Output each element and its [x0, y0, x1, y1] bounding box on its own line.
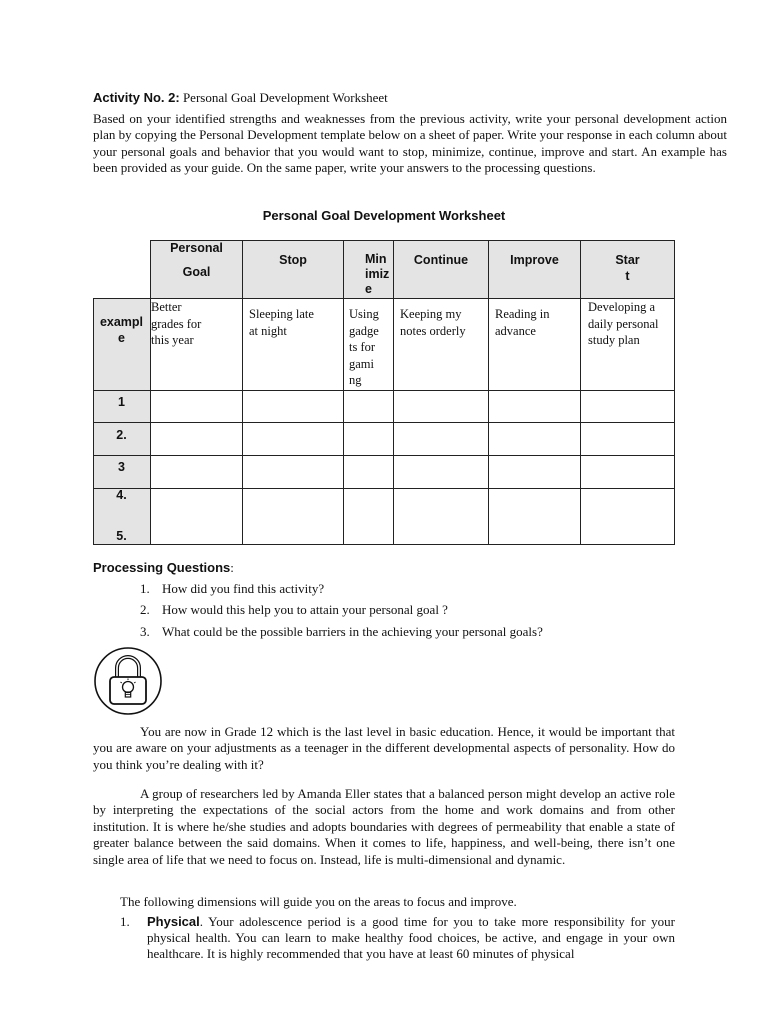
row-label-3: 3 — [118, 460, 125, 474]
example-goal: Better grades for this year — [151, 300, 202, 347]
example-continue: Keeping my notes orderly — [400, 307, 466, 338]
intro-paragraph: Based on your identified strengths and weaknesses from the previous activity, write your personal development action plan by copying the Personal Development template below on a sheet of paper. Write your response in each column about your personal goals and behavior that you would want to stop, minimize, continue, improve and start. An example has been provided as your guide. On the same paper, write your answers to the processing questions. — [93, 111, 727, 176]
row-label-example: exampl e — [99, 315, 144, 345]
question-3: 3. What could be the possible barriers in the achieving your personal goals? — [140, 624, 543, 639]
question-2: 2. How would this help you to attain your personal goal ? — [140, 602, 448, 617]
dimensions-intro: The following dimensions will guide you on the areas to focus and improve. — [120, 894, 517, 909]
row-label-4: 4. — [116, 488, 127, 502]
activity-title: Personal Goal Development Worksheet — [182, 90, 388, 105]
row-label-2: 2. — [116, 428, 127, 442]
example-start: Developing a daily personal study plan — [588, 300, 659, 347]
example-stop: Sleeping late at night — [249, 307, 314, 338]
processing-questions-title: Processing Questions: — [93, 560, 234, 575]
lock-bulb-icon — [93, 646, 163, 716]
row-label-5: 5. — [116, 529, 127, 543]
header-improve: Improve — [510, 253, 559, 267]
grade12-paragraph: You are now in Grade 12 which is the last level in basic education. Hence, it would be important that you are aware on your adjustments as a teenager in the different developmental aspects of personality. How do you think you’re dealing with it? — [93, 724, 675, 772]
example-minimize: Using gadge ts for gami ng — [349, 307, 379, 387]
header-start: Star t — [615, 253, 640, 283]
activity-label: Activity No. 2: — [93, 90, 180, 105]
row-label-1: 1 — [118, 395, 125, 409]
header-stop: Stop — [279, 253, 307, 267]
dimension-physical: 1. Physical. Your adolescence period is a good time for you to take more responsibility for your physical health. You can learn to make healthy food choices, be active, and engage in your own healthcare. It is highly recommended that you have at least 60 minutes of physical — [120, 914, 675, 961]
question-1: 1. How did you find this activity? — [140, 581, 325, 596]
activity-heading — [93, 90, 388, 106]
table-title: Personal Goal Development Worksheet — [262, 208, 506, 223]
example-improve: Reading in advance — [495, 307, 550, 338]
header-personal-goal: Personal Goal — [170, 241, 223, 279]
balanced-person-paragraph: A group of researchers led by Amanda Eller states that a balanced person might develop an active role by interpreting the expectations of the social actors from the home and work domains and from other institution. It is where he/she studies and adopts boundaries with degrees of permeability that enable a state of greater balance between the said domains. When it comes to life, happiness, and well-being, there isn’t one single area of life that we need to focus on. Instead, life is multi-dimensional and dynamic. — [93, 786, 675, 867]
header-minimize: Min imiz e — [365, 252, 390, 296]
header-continue: Continue — [413, 253, 469, 267]
